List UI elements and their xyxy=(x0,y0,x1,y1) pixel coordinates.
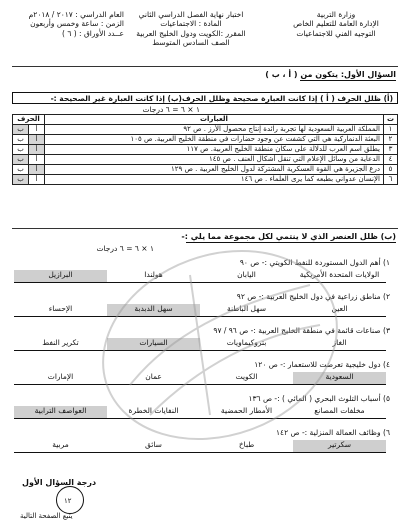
option-cell[interactable]: سائق xyxy=(145,440,162,449)
option-cell[interactable]: العين xyxy=(331,304,348,313)
option-cell[interactable]: الغاز xyxy=(332,338,347,347)
item-options xyxy=(14,440,386,452)
part-b-underline xyxy=(186,242,396,243)
table-row xyxy=(13,165,398,175)
question-item xyxy=(12,258,398,288)
option-cell[interactable]: سهل الباطنة xyxy=(227,304,266,313)
next-page-note: يتبع الصفحة التالية xyxy=(20,512,73,520)
option-b[interactable]: ب xyxy=(13,165,29,175)
option-b[interactable]: ب xyxy=(13,135,29,145)
exam-info-line: الصف السادس المتوسط xyxy=(152,38,230,48)
option-b[interactable]: ب xyxy=(13,145,29,155)
table-row xyxy=(13,155,398,165)
option-b[interactable]: ب xyxy=(13,155,29,165)
ministry-line: الإدارة العامة للتعليم الخاص xyxy=(293,19,379,29)
header-divider xyxy=(12,66,398,67)
row-statement: الدعاية من وسائل الإعلام التي تنقل أشكال العنف . ص ١٤٥ xyxy=(45,155,384,165)
item-underline xyxy=(14,384,386,385)
header-meta xyxy=(14,10,124,38)
question-title: السؤال الأول: يتكون من ( أ ، ب ) xyxy=(265,70,396,79)
part-a-instruction: (أ) ظلل الحرف ( أ ) إذا كانت العبارة صحيحة وظلل الحرف(ب) إذا كانت العبارة غير الصحيحة :- xyxy=(12,92,398,104)
row-number: ٤ xyxy=(383,155,397,165)
row-number: ٦ xyxy=(383,175,397,185)
item-underline xyxy=(14,350,386,351)
item-prompt: ٢) مناطق زراعية في دول الخليج العربية :- ص ٩٢ xyxy=(236,292,390,301)
option-cell-shaded[interactable]: البرازيل xyxy=(14,270,107,282)
option-cell-shaded[interactable]: سكرتير xyxy=(293,440,386,452)
table-row xyxy=(13,145,398,155)
option-cell[interactable]: النفايات الخطرة xyxy=(128,406,179,415)
option-a[interactable]: أ xyxy=(29,125,45,135)
meta-line: عــدد الأوراق : ( ٦ ) xyxy=(62,28,124,38)
row-number: ١ xyxy=(383,125,397,135)
exam-info-line: اختبار نهاية الفصل الدراسي الثاني xyxy=(138,10,244,19)
item-options xyxy=(14,406,386,418)
option-cell[interactable]: الولايات المتحدة الأمريكية xyxy=(299,270,380,279)
option-a[interactable]: أ xyxy=(29,165,45,175)
option-cell[interactable]: مخلفات المصانع xyxy=(314,406,365,415)
item-prompt: ٣) صناعات قائمة في منطقة الخليج العربية :- ص ٩٦ / ٩٧ xyxy=(213,326,390,335)
item-underline xyxy=(14,316,386,317)
option-cell[interactable]: بتروكيماويات xyxy=(226,338,267,347)
option-cell[interactable]: الكويت xyxy=(235,372,258,381)
option-cell[interactable]: طباخ xyxy=(238,440,255,449)
true-false-table xyxy=(12,114,398,185)
item-options xyxy=(14,270,386,282)
option-a[interactable]: أ xyxy=(29,175,45,185)
table-row xyxy=(13,125,398,135)
row-statement: الإنسان عدواني بطبعه كما يرى العلماء . ص ١٤٦ xyxy=(45,175,384,185)
question-item xyxy=(12,394,398,424)
exam-info-line: المادة : الاجتماعيات xyxy=(160,19,222,29)
row-statement: يطلق اسم العرب للدلالة على سكان منطقة الخليج العربية. ص ١١٧ xyxy=(45,145,384,155)
option-cell[interactable]: الإمارات xyxy=(47,372,74,381)
option-cell-shaded[interactable]: العواصف الترابية xyxy=(14,406,107,418)
meta-line: العام الدراسي : ٢٠١٧ / ٢٠١٨م xyxy=(28,10,124,19)
item-prompt: ٥) أسباب التلوث البحري ( المائي ) :- ص ١٣٦ xyxy=(248,394,390,403)
part-b-instruction: (ب) ظلل العنصر الذي لا ينتمي لكل مجموعة مما يلي :- xyxy=(181,232,396,241)
option-cell-shaded[interactable]: سهل الدبدبة xyxy=(107,304,200,316)
option-cell[interactable]: اليابان xyxy=(237,270,256,279)
table-header-row xyxy=(13,115,398,125)
option-b[interactable]: ب xyxy=(13,175,29,185)
item-underline xyxy=(14,452,386,453)
row-statement: المملكة العربية السعودية لها تجربة رائدة إنتاج محصول الأرز . ص ٩٢ xyxy=(45,125,384,135)
item-options xyxy=(14,372,386,384)
row-number: ٢ xyxy=(383,135,397,145)
ministry-line: التوجيه الفني للاجتماعيات xyxy=(296,28,376,38)
option-a[interactable]: أ xyxy=(29,145,45,155)
item-options xyxy=(14,304,386,316)
part-a-marks: ١ × ٦ = ٦ درجات xyxy=(142,105,200,114)
table-row xyxy=(13,135,398,145)
part-b-marks: ١ × ٦ = ٦ درجات xyxy=(96,244,154,253)
item-prompt: ١) أهم الدول المستوردة للنفط الكويتي :- ص ٩٠ xyxy=(239,258,390,267)
option-a[interactable]: أ xyxy=(29,135,45,145)
option-cell[interactable]: هولندا xyxy=(144,270,163,279)
option-cell[interactable]: الإحساء xyxy=(48,304,73,313)
row-number: ٣ xyxy=(383,145,397,155)
score-value: ١٢ xyxy=(64,497,72,505)
col-statement: العبارات xyxy=(45,115,384,125)
item-prompt: ٦) وظائف العمالة المنزلية :- ص ١٤٢ xyxy=(276,428,390,437)
question-item xyxy=(12,292,398,322)
option-cell[interactable]: عمان xyxy=(145,372,162,381)
option-cell[interactable]: مربية xyxy=(52,440,69,449)
item-underline xyxy=(14,282,386,283)
meta-line: الزمن : ساعة وخمس وأربعون xyxy=(30,19,124,29)
option-cell-shaded[interactable]: السعودية xyxy=(293,372,386,384)
item-options xyxy=(14,338,386,350)
header-ministry xyxy=(276,10,396,38)
question-item xyxy=(12,326,398,356)
option-cell[interactable]: الأمطار الحمضية xyxy=(220,406,273,415)
section-divider xyxy=(12,228,398,229)
table-row xyxy=(13,175,398,185)
question-grade-label: درجة السؤال الأول xyxy=(22,478,97,487)
header-exam-info xyxy=(136,10,246,48)
col-letter: الحرف xyxy=(13,115,45,125)
option-a[interactable]: أ xyxy=(29,155,45,165)
col-number: ت xyxy=(383,115,397,125)
question-item xyxy=(12,360,398,390)
question-item xyxy=(12,428,398,458)
exam-info-line: المقرر :الكويت ودول الخليج العربية xyxy=(136,28,246,38)
title-underline xyxy=(300,80,396,81)
row-statement: البعثة الدنماركية هي التي كشفت عن وجود حضارات في منطقة الخليج العربية. ص ١٠٥ xyxy=(45,135,384,145)
ministry-line: وزارة التربية xyxy=(316,10,356,19)
option-cell[interactable]: تكرير النفط xyxy=(42,338,79,347)
item-prompt: ٤) دول خليجية تعرضت للاستعمار :- ص ١٢٠ xyxy=(254,360,390,369)
option-b[interactable]: ب xyxy=(13,125,29,135)
row-statement: درع الجزيرة هي القوة العسكرية المشتركة لدول الخليج العربية . ص ١٢٩ xyxy=(45,165,384,175)
exam-header xyxy=(14,10,396,68)
row-number: ٥ xyxy=(383,165,397,175)
option-cell-shaded[interactable]: السيارات xyxy=(107,338,200,350)
item-underline xyxy=(14,418,386,419)
